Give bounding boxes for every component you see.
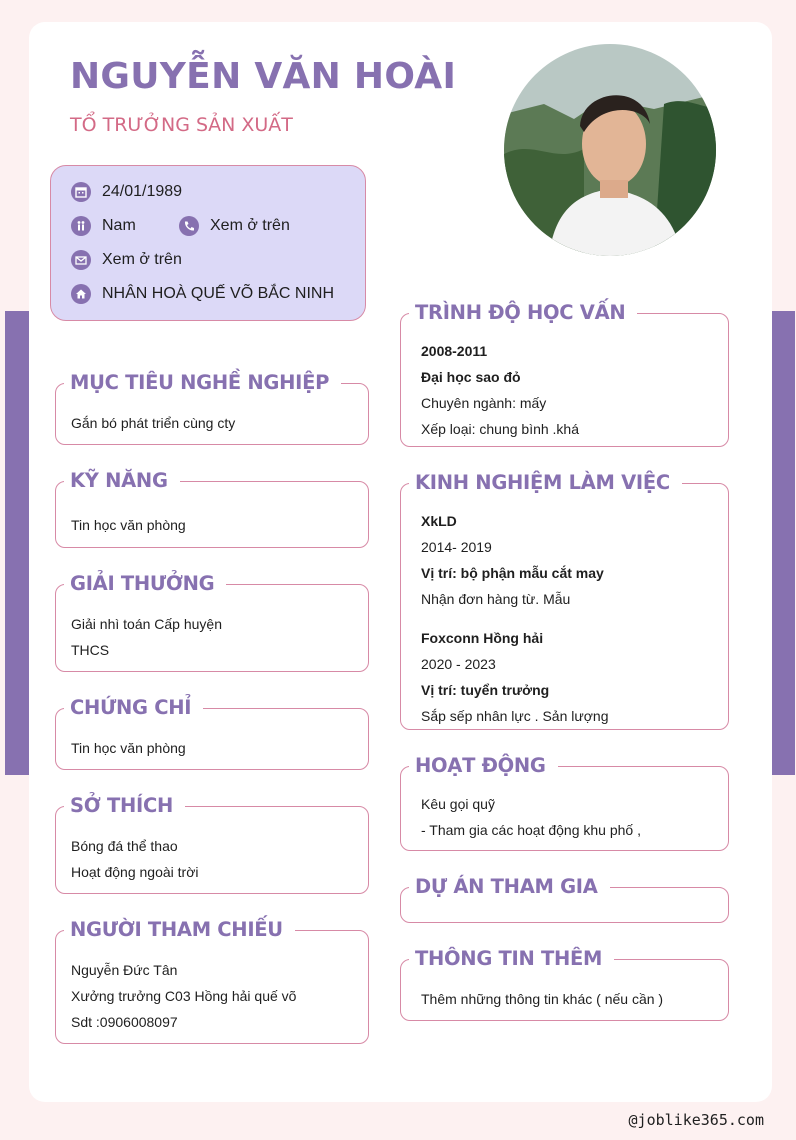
right-accent-band	[771, 311, 795, 775]
awards-section	[55, 572, 369, 672]
projects-title: DỰ ÁN THAM GIA	[409, 871, 610, 903]
phone-row	[179, 216, 290, 236]
job-title: TỔ TRƯỞNG SẢN XUẤT	[70, 114, 293, 136]
experience-item	[421, 508, 718, 612]
birthday-row	[71, 182, 182, 202]
skills-text: Tin học văn phòng	[71, 517, 186, 533]
projects-section	[400, 875, 729, 923]
education-title: TRÌNH ĐỘ HỌC VẤN	[409, 297, 637, 329]
more-info-section	[400, 947, 729, 1021]
address-value: NHÂN HOÀ QUẾ VÕ BẮC NINH	[102, 285, 335, 302]
experience-desc: Sắp sếp nhân lực . Sản lượng	[421, 708, 609, 724]
certificates-title: CHỨNG CHỈ	[64, 692, 203, 724]
experience-title: KINH NGHIỆM LÀM VIỆC	[409, 467, 682, 499]
experience-position: Vị trí: bộ phận mẫu cắt may	[421, 565, 604, 581]
education-school: Đại học sao đỏ	[421, 369, 521, 385]
education-period: 2008-2011	[421, 343, 488, 359]
experience-period: 2020 - 2023	[421, 656, 496, 672]
email-row	[71, 250, 182, 270]
objective-text: Gắn bó phát triển cùng cty	[71, 415, 236, 431]
left-accent-band	[5, 311, 29, 775]
education-grade: Xếp loại: chung bình .khá	[421, 421, 580, 437]
experience-desc: Nhận đơn hàng từ. Mẫu	[421, 591, 571, 607]
experience-body	[421, 508, 718, 729]
reference-line: Nguyễn Đức Tân	[71, 962, 178, 978]
experience-position: Vị trí: tuyển trưởng	[421, 682, 550, 698]
activity-line: - Tham gia các hoạt động khu phố ,	[421, 822, 641, 838]
award-line: THCS	[71, 642, 110, 658]
activities-list	[421, 791, 718, 843]
references-title: NGƯỜI THAM CHIẾU	[64, 914, 295, 946]
email-value: Xem ở trên	[102, 251, 182, 268]
hobby-line: Hoạt động ngoài trời	[71, 864, 199, 880]
education-major: Chuyên ngành: mấy	[421, 395, 547, 411]
birthday-value: 24/01/1989	[102, 183, 183, 200]
education-section	[400, 301, 729, 447]
objective-title: MỤC TIÊU NGHỀ NGHIỆP	[64, 367, 341, 399]
hobby-line: Bóng đá thể thao	[71, 838, 178, 854]
skills-section	[55, 469, 369, 548]
avatar	[504, 44, 716, 256]
candidate-name: NGUYỄN VĂN HOÀI	[70, 56, 457, 97]
hobbies-title: SỞ THÍCH	[64, 790, 185, 822]
hobbies-list	[71, 833, 358, 885]
reference-line: Xưởng trưởng C03 Hồng hải quế võ	[71, 988, 297, 1004]
reference-line: Sdt :0906008097	[71, 1014, 178, 1030]
references-section	[55, 918, 369, 1044]
awards-list	[71, 611, 358, 663]
calendar-icon	[71, 182, 91, 202]
experience-company: XkLD	[421, 513, 457, 529]
phone-value: Xem ở trên	[210, 217, 290, 234]
experience-item	[421, 625, 718, 729]
education-body	[421, 338, 718, 442]
activities-section	[400, 754, 729, 851]
skills-title: KỸ NĂNG	[64, 465, 180, 497]
gender-icon	[71, 216, 91, 236]
references-list	[71, 957, 358, 1035]
experience-period: 2014- 2019	[421, 539, 492, 555]
brand-watermark: @joblike365.com	[628, 1111, 764, 1129]
certificates-text: Tin học văn phòng	[71, 740, 186, 756]
gender-value: Nam	[102, 217, 136, 234]
more-info-title: THÔNG TIN THÊM	[409, 943, 614, 975]
award-line: Giải nhì toán Cấp huyện	[71, 616, 222, 632]
hobbies-section	[55, 794, 369, 894]
experience-section	[400, 471, 729, 730]
experience-company: Foxconn Hồng hải	[421, 630, 544, 646]
certificates-section	[55, 696, 369, 770]
objective-section	[55, 371, 369, 445]
gender-row	[71, 216, 136, 236]
mail-icon	[71, 250, 91, 270]
activities-title: HOẠT ĐỘNG	[409, 750, 558, 782]
more-info-text: Thêm những thông tin khác ( nếu cần )	[421, 991, 664, 1007]
contact-box	[50, 165, 366, 321]
phone-icon	[179, 216, 199, 236]
activity-line: Kêu gọi quỹ	[421, 796, 495, 812]
home-icon	[71, 284, 91, 304]
address-row	[71, 284, 334, 304]
awards-title: GIẢI THƯỞNG	[64, 568, 226, 600]
